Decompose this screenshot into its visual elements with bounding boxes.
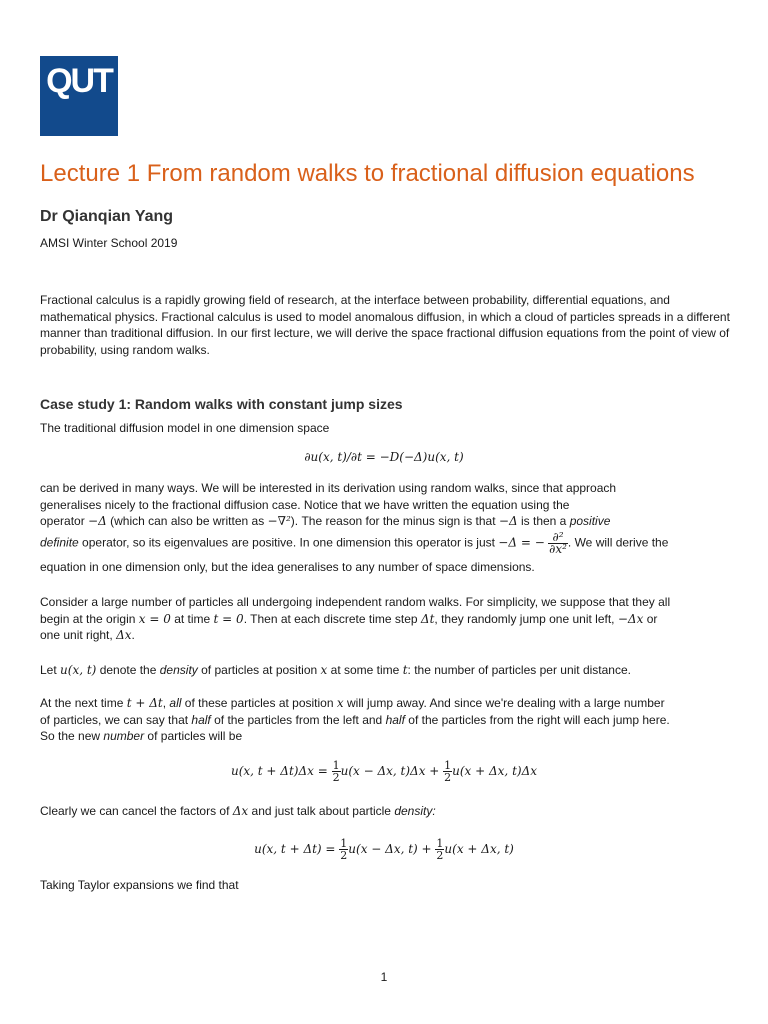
p2-line-3a: operator: [40, 514, 85, 528]
density-word: density: [159, 663, 198, 677]
all-word: all: [169, 696, 182, 710]
eq3-one-1: 1: [340, 837, 348, 850]
p2-line-5: equation in one dimension only, but the idea generalises to any number of space dimensions.: [40, 559, 535, 574]
p5-l3a: So the new: [40, 729, 101, 743]
minus-delta-x: −Δx: [617, 611, 644, 626]
eq2-lhs: u(x, t + Δt)Δx =: [230, 764, 332, 778]
p6-b: and just talk about particle: [251, 804, 391, 818]
paragraph-7: Taking Taylor expansions we find that: [40, 878, 239, 892]
p5-l2c: of the particles from the right will each jump here.: [408, 712, 670, 727]
p2-line-2: generalises nicely to the fractional diffusion case. Notice that we have written the equation using the: [40, 497, 570, 512]
frac-numerator: ∂²: [548, 532, 568, 544]
eq3-half-1: [339, 838, 348, 861]
delta-t: Δt: [420, 611, 435, 626]
paragraph-4: [40, 662, 740, 679]
nabla-symbol: −∇²: [267, 514, 291, 528]
p3-line-2b: at time: [174, 611, 211, 626]
eq2-one-1: 1: [332, 759, 340, 772]
p6-a: Clearly we can cancel the factors of: [40, 804, 230, 818]
p2-line-3d: is then a: [520, 514, 567, 528]
page-title: Lecture 1 From random walks to fractional diffusion equations: [40, 160, 695, 187]
p3-line-2a: begin at the origin: [40, 611, 136, 626]
p4-b: denote the: [99, 663, 157, 677]
p3-line-3b: .: [131, 628, 135, 642]
eq3-lhs: u(x, t + Δt) =: [254, 842, 340, 856]
p3-line-2d: , they randomly jump one unit left,: [434, 611, 615, 626]
eq2-half-2: [443, 760, 452, 783]
equation-density: [0, 838, 768, 861]
qut-logo: [40, 56, 118, 136]
author: Dr Qianqian Yang: [40, 208, 174, 225]
p3-line-1: Consider a large number of particles all undergoing independent random walks. For simplicity, we suppose that they all: [40, 595, 671, 609]
operator-symbol: −Δ: [88, 514, 107, 528]
eq2-one-2: 1: [444, 759, 452, 772]
paragraph-5: [40, 695, 740, 745]
p5-l2a: of particles, we can say that: [40, 712, 189, 727]
eq3-one-2: 1: [436, 837, 444, 850]
definite-word: definite: [40, 535, 79, 550]
p5-l2b: of the particles from the left and: [214, 712, 383, 727]
p3-line-3a: one unit right,: [40, 628, 113, 642]
half-word-1: half: [191, 712, 211, 727]
eq2-half-1: [332, 760, 341, 783]
p2-line-4a: operator, so its eigenvalues are positive. In one dimension this operator is just: [82, 535, 495, 550]
p5-b: ,: [162, 696, 167, 710]
paragraph-6: [40, 803, 740, 820]
page-number: 1: [380, 970, 388, 984]
density-word-2: density:: [394, 804, 436, 818]
p4-a: Let: [40, 663, 57, 677]
eq2-term-2: u(x + Δx, t)Δx: [452, 764, 538, 778]
intro-paragraph: Fractional calculus is a rapidly growing field of research, at the interface between probability, differential equations, and mathematical physics. Fractional calculus is used to model anomalous diffusion, in which a cloud of particles spreads in a different manner than traditional diffusion. In our first lecture, we will derive the space fractional diffusion equations from the point of view of probability, using random walks.: [40, 293, 730, 357]
delta-x: Δx: [116, 628, 132, 642]
equation-diffusion: ∂u(x, t)/∂t = −D(−Δ)u(x, t): [304, 450, 464, 464]
eq2-two-1: 2: [332, 771, 340, 784]
x-zero: x = 0: [138, 611, 171, 626]
p3-line-2e: or: [646, 611, 658, 626]
paragraph-2: [40, 480, 740, 575]
p3-line-2c: . Then at each discrete time step: [243, 611, 418, 626]
half-word-2: half: [385, 712, 405, 727]
laplacian-definition: −Δ = −: [498, 535, 545, 550]
second-derivative-fraction: [548, 529, 568, 556]
case-study-heading: Case study 1: Random walks with constant jump sizes: [40, 396, 403, 412]
p4-c: of particles at position: [201, 663, 318, 677]
positive-word: positive: [569, 514, 611, 528]
eq3-term-2: u(x + Δx, t): [444, 842, 514, 856]
t-zero: t = 0: [213, 611, 244, 626]
eq3-term-1: u(x − Δx, t) +: [348, 842, 436, 856]
frac-denominator: ∂x²: [549, 541, 567, 556]
p5-c: of these particles at position: [184, 696, 334, 710]
p2-line-3b: (which can also be written as: [110, 514, 265, 528]
p5-d: will jump away. And since we're dealing with a large number: [347, 696, 665, 710]
delta-x-2: Δx: [232, 804, 249, 818]
u-x-t: u(x, t): [60, 663, 97, 677]
t-plus-dt: t + Δt: [126, 696, 163, 710]
eq3-two-1: 2: [340, 849, 348, 862]
paragraph-1: The traditional diffusion model in one dimension space: [40, 421, 330, 435]
equation-particle-number: [0, 760, 768, 783]
operator-symbol-2: −Δ: [498, 514, 518, 528]
p5-l3b: of particles will be: [147, 729, 243, 743]
p4-e: : the number of particles per unit distance.: [407, 663, 631, 677]
number-word: number: [103, 729, 145, 743]
var-x-2: x: [336, 696, 344, 710]
paragraph-3: [40, 594, 740, 644]
eq3-two-2: 2: [436, 849, 444, 862]
school: AMSI Winter School 2019: [40, 236, 178, 250]
p2-line-1: can be derived in many ways. We will be interested in its derivation using random walks, since that approach: [40, 481, 617, 495]
eq2-two-2: 2: [444, 771, 452, 784]
p2-line-4b: . We will derive the: [567, 535, 669, 550]
p2-line-3c: ). The reason for the minus sign is that: [290, 514, 496, 528]
qut-logo-text: QUT: [46, 62, 112, 100]
eq2-term-1: u(x − Δx, t)Δx +: [340, 764, 444, 778]
p5-a: At the next time: [40, 696, 124, 710]
p4-d: at some time: [330, 663, 400, 677]
var-x: x: [320, 663, 328, 677]
var-t: t: [402, 663, 408, 677]
